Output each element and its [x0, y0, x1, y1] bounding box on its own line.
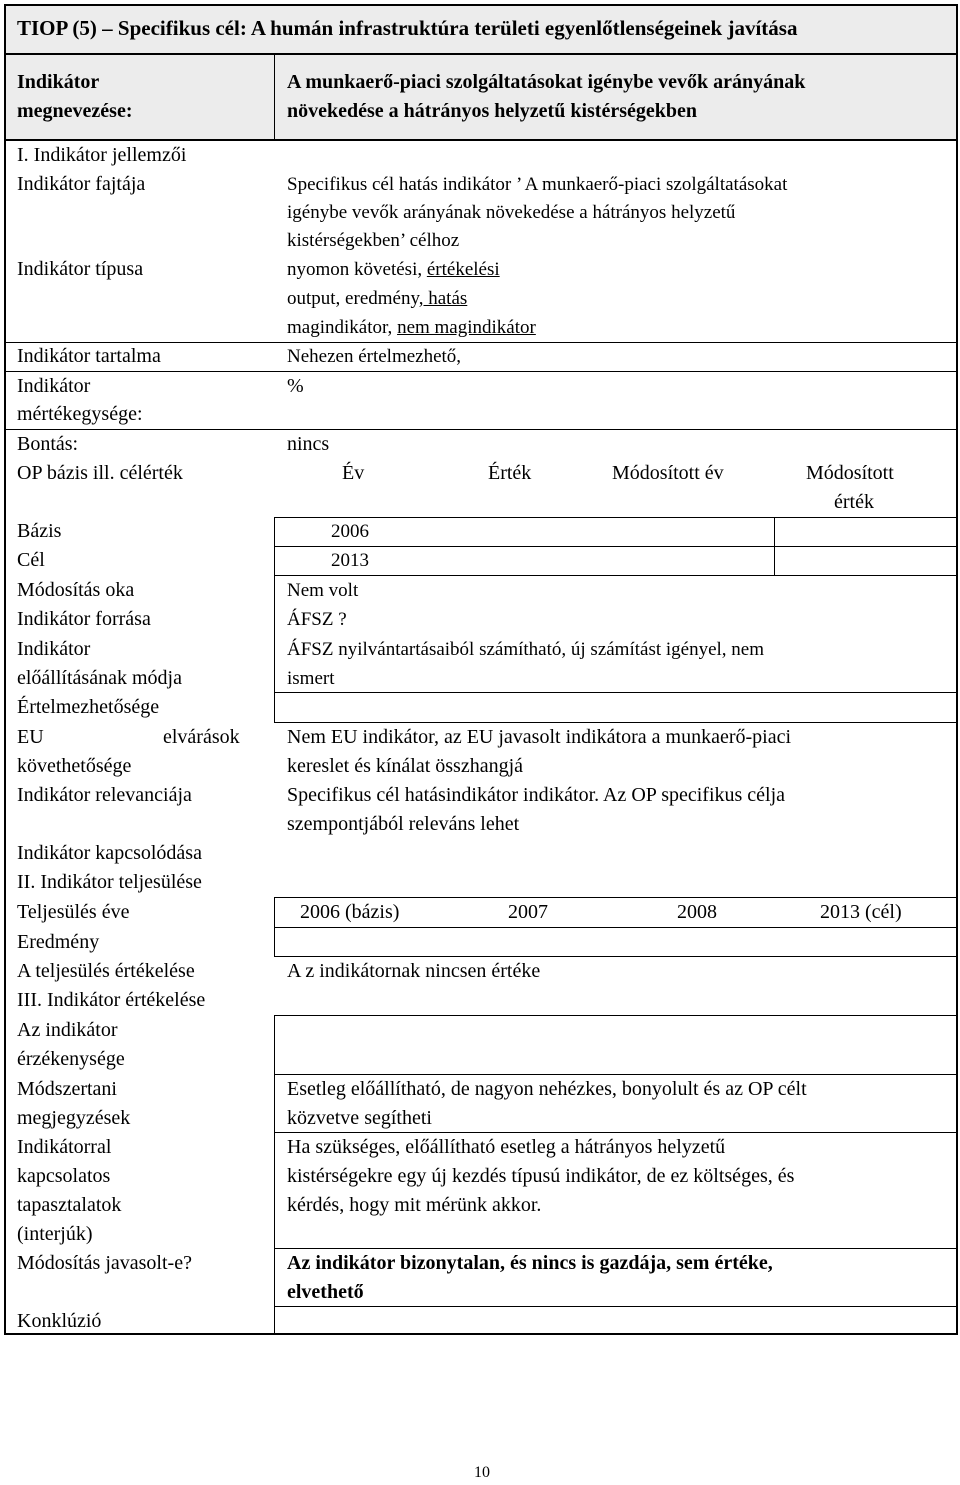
op-header-modositott-ev: Módosított év [612, 462, 724, 484]
tapasztalat-label-4: (interjúk) [17, 1223, 93, 1245]
ertekeles-label: A teljesülés értékelése [17, 960, 195, 982]
op-header-ertek-2: érték [834, 491, 874, 513]
op-table-label: OP bázis ill. célérték [17, 462, 183, 484]
eu-label-1a: EU [17, 726, 44, 748]
rule-erzekenyseg-top [274, 1015, 958, 1016]
section-3-title: III. Indikátor értékelése [17, 989, 206, 1011]
name-label-2: megnevezése: [17, 100, 133, 122]
col-label-divider-4 [274, 1015, 275, 1335]
eu-value-2: kereslet és kínálat összhangjá [287, 755, 524, 777]
frame-right [956, 4, 958, 1335]
col-label-divider-1 [274, 55, 275, 139]
relevancia-value-1: Specifikus cél hatásindikátor indikátor. Az OP specifikus célja [287, 784, 786, 806]
rule-bazis-bottom [274, 546, 958, 547]
op-header-modositott: Módosított [806, 462, 894, 484]
javaslat-value-1: Az indikátor bizonytalan, és nincs is gazdája, sem értéke, [287, 1252, 773, 1274]
eredmeny-label: Eredmény [17, 931, 100, 953]
modositas-oka-value: Nem volt [287, 580, 359, 601]
eu-label-1b: elvárások [163, 726, 240, 748]
rule-bontas-top [4, 429, 958, 430]
modositas-oka-label: Módosítás oka [17, 579, 135, 601]
tipus-option-nyomon: nyomon követési, [287, 259, 427, 280]
modszertani-value-1: Esetleg előállítható, de nagyon nehézkes, bonyolult és az OP célt [287, 1078, 807, 1100]
erzekenyseg-label-1: Az indikátor [17, 1019, 118, 1041]
javaslat-label: Módosítás javasolt-e? [17, 1252, 192, 1274]
rule-tartalma-bottom [4, 371, 958, 372]
konkluzio-label: Konklúzió [17, 1310, 102, 1332]
eloallitas-label-2: előállításának módja [17, 667, 182, 689]
name-value-2: növekedése a hátrányos helyzetű kistérségekben [287, 100, 697, 122]
fajta-line-2: igénybe vevők arányának növekedése a hátrányos helyzetű [287, 202, 736, 223]
teljesules-year-1: 2006 (bázis) [300, 901, 400, 923]
tipus-option-hatas: hatás [423, 288, 468, 309]
eloallitas-value-2: ismert [287, 668, 335, 689]
rule-op-header-bottom [274, 517, 958, 518]
frame-top [4, 4, 958, 6]
javaslat-value-2: elvethető [287, 1281, 364, 1303]
kapcsolodas-label: Indikátor kapcsolódása [17, 842, 202, 864]
tipus-label: Indikátor típusa [17, 258, 144, 280]
section-1-title: I. Indikátor jellemzői [17, 144, 187, 166]
rule-teljesules-bottom [274, 927, 958, 928]
tipus-line-1 [287, 255, 500, 284]
page-number: 10 [474, 1464, 490, 1481]
tapasztalat-label-1: Indikátorral [17, 1136, 112, 1158]
modszertani-label-1: Módszertani [17, 1078, 117, 1100]
forras-label: Indikátor forrása [17, 608, 151, 630]
section-2-title: II. Indikátor teljesülése [17, 871, 202, 893]
tipus-option-output: output, eredmény, [287, 288, 424, 309]
eloallitas-label-1: Indikátor [17, 638, 91, 660]
relevancia-label: Indikátor relevanciája [17, 784, 192, 806]
tipus-option-ertekelesi: értékelési [426, 259, 500, 280]
rule-eloallitas-bottom [274, 692, 958, 693]
op-row-cel-year: 2013 [331, 550, 369, 571]
col-label-divider-3 [274, 897, 275, 956]
tapasztalat-value-2: kistérségekre egy új kezdés típusú indikátor, de ez költséges, és [287, 1165, 795, 1187]
erzekenyseg-label-2: érzékenysége [17, 1048, 125, 1070]
eu-value-1: Nem EU indikátor, az EU javasolt indikátora a munkaerő-piaci [287, 726, 792, 748]
tipus-option-magindikator: magindikátor, [287, 317, 398, 338]
tapasztalat-value-3: kérdés, hogy mit mérünk akkor. [287, 1194, 542, 1216]
op-row-cel-label: Cél [17, 549, 45, 571]
rule-cel-bottom [274, 575, 958, 576]
op-header-ertek: Érték [488, 462, 532, 484]
relevancia-value-2: szempontjából releváns lehet [287, 813, 520, 835]
fajta-label: Indikátor fajtája [17, 173, 146, 195]
eloallitas-value-1: ÁFSZ nyilvántartásaiból számítható, új számítást igényel, nem [287, 639, 765, 660]
rule-header [4, 53, 958, 55]
tartalma-label: Indikátor tartalma [17, 345, 161, 367]
teljesules-year-2: 2007 [508, 901, 548, 923]
op-header-ev: Év [342, 462, 365, 484]
tipus-line-3 [287, 313, 536, 342]
tapasztalat-label-2: kapcsolatos [17, 1165, 111, 1187]
tipus-line-2 [287, 284, 467, 313]
col-label-divider-2 [274, 517, 275, 722]
frame-left [4, 4, 6, 1335]
mertekegyseg-label-1: Indikátor [17, 375, 91, 397]
bontas-value: nincs [287, 433, 330, 455]
mertekegyseg-value: % [287, 375, 304, 397]
op-row-bazis-label: Bázis [17, 520, 62, 542]
ertekeles-value: A z indikátornak nincsen értéke [287, 960, 541, 982]
rule-javaslat-bottom [274, 1306, 958, 1307]
document-title: TIOP (5) – Specifikus cél: A humán infrastruktúra területi egyenlőtlenségeinek javítása [17, 16, 798, 40]
bontas-label: Bontás: [17, 433, 79, 455]
name-value-1: A munkaerő-piaci szolgáltatásokat igénybe vevők arányának [287, 71, 806, 93]
modszertani-label-2: megjegyzések [17, 1107, 131, 1129]
tartalma-value: Nehezen értelmezhető, [287, 346, 462, 367]
mertekegyseg-label-2: mértékegysége: [17, 403, 143, 425]
fajta-line-1: Specifikus cél hatás indikátor ’ A munkaerő-piaci szolgáltatásokat [287, 174, 788, 195]
tapasztalat-label-3: tapasztalatok [17, 1194, 122, 1216]
forras-value: ÁFSZ ? [287, 609, 347, 630]
tipus-option-nem-magindikator: nem magindikátor [397, 317, 536, 338]
teljesules-year-3: 2008 [677, 901, 717, 923]
modszertani-value-2: közvetve segítheti [287, 1107, 432, 1129]
teljesules-year-4: 2013 (cél) [820, 901, 902, 923]
op-row-bazis-year: 2006 [331, 521, 369, 542]
ertelmezhetoseg-label: Értelmezhetősége [17, 696, 160, 718]
teljesules-label: Teljesülés éve [17, 901, 130, 923]
op-col-divider [774, 517, 775, 575]
eu-label-2: követhetősége [17, 755, 132, 777]
name-label-1: Indikátor [17, 71, 100, 93]
fajta-line-3: kistérségekben’ célhoz [287, 230, 460, 251]
tapasztalat-value-1: Ha szükséges, előállítható esetleg a hátrányos helyzetű [287, 1136, 726, 1158]
frame-bottom [4, 1333, 958, 1335]
